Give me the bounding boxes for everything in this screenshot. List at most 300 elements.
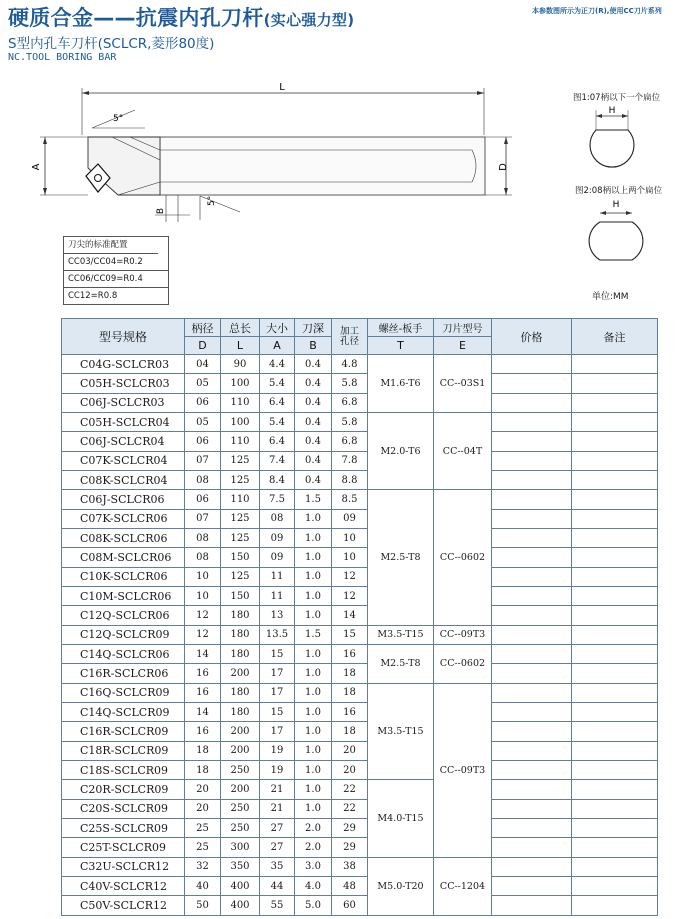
length-cell: 250 (221, 760, 260, 779)
model-cell: C14Q-SCLCR09 (62, 702, 185, 721)
angle-bottom: 5° (207, 195, 217, 206)
price-cell (492, 393, 572, 412)
shank-cell: 08 (185, 528, 221, 547)
depth-cell: 0.4 (295, 432, 332, 451)
table-row (62, 355, 658, 374)
remark-cell (572, 393, 658, 412)
bore-cell: 38 (332, 857, 368, 876)
length-cell: 110 (221, 393, 260, 412)
shank-cell: 25 (185, 818, 221, 837)
size-cell: 27 (260, 818, 295, 837)
length-cell: 110 (221, 490, 260, 509)
remark-cell (572, 625, 658, 644)
bore-cell: 6.8 (332, 393, 368, 412)
price-cell (492, 722, 572, 741)
bore-cell: 8.5 (332, 490, 368, 509)
title-paren: (实心强力型) (263, 11, 355, 29)
header-bore (332, 319, 368, 355)
header-screw-sym: T (368, 337, 434, 355)
price-cell (492, 548, 572, 567)
remark-cell (572, 567, 658, 586)
table-row (62, 664, 658, 683)
header-remark: 备注 (572, 319, 658, 355)
length-cell: 150 (221, 548, 260, 567)
price-cell (492, 374, 572, 393)
depth-cell: 1.5 (295, 490, 332, 509)
shank-cell: 16 (185, 722, 221, 741)
price-cell (492, 876, 572, 895)
size-cell: 21 (260, 799, 295, 818)
title-main: 硬质合金——抗震内孔刀杆 (8, 6, 264, 30)
bore-cell: 22 (332, 780, 368, 799)
remark-cell (572, 838, 658, 857)
nose-radius-row: CC06/CC09=R0.4 (64, 271, 168, 288)
model-cell: C25S-SCLCR09 (62, 818, 185, 837)
shank (160, 137, 485, 195)
shank-cell: 06 (185, 393, 221, 412)
price-cell (492, 644, 572, 663)
model-cell: C20S-SCLCR09 (62, 799, 185, 818)
bore-cell: 22 (332, 799, 368, 818)
length-cell: 100 (221, 374, 260, 393)
angle-top: 5° (113, 114, 124, 124)
table-row (62, 838, 658, 857)
model-cell: C10K-SCLCR06 (62, 567, 185, 586)
fig1-caption: 图1:07柄以下一个扁位 (573, 93, 661, 103)
remark-cell (572, 509, 658, 528)
price-cell (492, 702, 572, 721)
table-row (62, 799, 658, 818)
shank-cell: 40 (185, 876, 221, 895)
nose-radius-row: CC03/CC04=R0.2 (64, 254, 168, 271)
table-row (62, 548, 658, 567)
table-row (62, 644, 658, 663)
fig1-shank-section (590, 130, 634, 167)
header-size-sym: A (260, 337, 295, 355)
table-row (62, 528, 658, 547)
model-cell: C08M-SCLCR06 (62, 548, 185, 567)
model-cell: C07K-SCLCR06 (62, 509, 185, 528)
size-cell: 7.5 (260, 490, 295, 509)
insert-cell: CC--1204 (434, 857, 492, 915)
depth-cell: 1.0 (295, 586, 332, 605)
shank-cell: 08 (185, 470, 221, 489)
label-l: L (279, 82, 285, 93)
remark-cell (572, 528, 658, 547)
size-cell: 8.4 (260, 470, 295, 489)
remark-cell (572, 799, 658, 818)
header-bore-line1: 加工 (339, 325, 359, 337)
remark-cell (572, 857, 658, 876)
shank-cell: 08 (185, 548, 221, 567)
remark-cell (572, 548, 658, 567)
length-cell: 125 (221, 470, 260, 489)
bore-cell: 20 (332, 760, 368, 779)
table-row (62, 586, 658, 605)
model-cell: C08K-SCLCR04 (62, 470, 185, 489)
remark-cell (572, 702, 658, 721)
remark-cell (572, 606, 658, 625)
price-cell (492, 683, 572, 702)
bore-cell: 5.8 (332, 374, 368, 393)
bore-cell: 09 (332, 509, 368, 528)
size-cell: 6.4 (260, 432, 295, 451)
price-cell (492, 664, 572, 683)
size-cell: 21 (260, 780, 295, 799)
length-cell: 400 (221, 896, 260, 915)
model-cell: C05H-SCLCR04 (62, 412, 185, 431)
size-cell: 17 (260, 683, 295, 702)
model-cell: C14Q-SCLCR06 (62, 644, 185, 663)
shank-cell: 07 (185, 451, 221, 470)
price-cell (492, 586, 572, 605)
shank-cell: 20 (185, 799, 221, 818)
size-cell: 44 (260, 876, 295, 895)
size-cell: 7.4 (260, 451, 295, 470)
table-row (62, 876, 658, 895)
header-depth: 刀深 (295, 319, 332, 337)
remark-cell (572, 780, 658, 799)
shank-cell: 05 (185, 374, 221, 393)
bore-cell: 18 (332, 683, 368, 702)
shank-cell: 12 (185, 625, 221, 644)
nose-radius-title: 刀尖的标准配置 (64, 237, 158, 254)
shank-cell: 14 (185, 644, 221, 663)
insert-cell: CC--0602 (434, 644, 492, 683)
header-bore-line2: 孔径 (339, 335, 359, 347)
model-cell: C16Q-SCLCR09 (62, 683, 185, 702)
price-cell (492, 528, 572, 547)
length-cell: 125 (221, 509, 260, 528)
bore-cell: 10 (332, 548, 368, 567)
size-cell: 11 (260, 567, 295, 586)
model-cell: C20R-SCLCR09 (62, 780, 185, 799)
model-cell: C32U-SCLCR12 (62, 857, 185, 876)
size-cell: 35 (260, 857, 295, 876)
remark-cell (572, 818, 658, 837)
depth-cell: 1.0 (295, 741, 332, 760)
table-row (62, 818, 658, 837)
label-d: D (498, 163, 509, 171)
bore-cell: 7.8 (332, 451, 368, 470)
length-cell: 125 (221, 451, 260, 470)
table-row (62, 896, 658, 915)
model-cell: C12Q-SCLCR09 (62, 625, 185, 644)
depth-cell: 0.4 (295, 451, 332, 470)
table-row (62, 625, 658, 644)
table-row (62, 780, 658, 799)
table-row (62, 567, 658, 586)
shank-cell: 16 (185, 664, 221, 683)
model-cell: C16R-SCLCR06 (62, 664, 185, 683)
model-cell: C10M-SCLCR06 (62, 586, 185, 605)
model-cell: C06J-SCLCR06 (62, 490, 185, 509)
depth-cell: 1.0 (295, 548, 332, 567)
model-cell: C16R-SCLCR09 (62, 722, 185, 741)
bore-cell: 18 (332, 664, 368, 683)
size-cell: 09 (260, 548, 295, 567)
depth-cell: 1.0 (295, 509, 332, 528)
depth-cell: 1.0 (295, 799, 332, 818)
price-cell (492, 412, 572, 431)
model-cell: C18R-SCLCR09 (62, 741, 185, 760)
header-shank-sym: D (185, 337, 221, 355)
shank-cell: 07 (185, 509, 221, 528)
depth-cell: 0.4 (295, 393, 332, 412)
shank-cell: 06 (185, 490, 221, 509)
header-insert-sym: E (434, 337, 492, 355)
size-cell: 13 (260, 606, 295, 625)
depth-cell: 1.0 (295, 644, 332, 663)
bore-cell: 14 (332, 606, 368, 625)
depth-cell: 0.4 (295, 470, 332, 489)
depth-cell: 1.0 (295, 664, 332, 683)
shank-cell: 18 (185, 760, 221, 779)
header-length: 总长 (221, 319, 260, 337)
label-a: A (31, 163, 42, 171)
fig2-caption: 图2:08柄以上两个扁位 (575, 186, 663, 196)
bore-cell: 12 (332, 567, 368, 586)
length-cell: 250 (221, 818, 260, 837)
size-cell: 15 (260, 644, 295, 663)
depth-cell: 0.4 (295, 374, 332, 393)
screw-cell: M5.0-T20 (368, 857, 434, 915)
length-cell: 150 (221, 586, 260, 605)
remark-cell (572, 644, 658, 663)
header-shank: 柄径 (185, 319, 221, 337)
price-cell (492, 896, 572, 915)
size-cell: 4.4 (260, 355, 295, 374)
label-h2: H (612, 200, 620, 210)
length-cell: 300 (221, 838, 260, 857)
depth-cell: 1.0 (295, 780, 332, 799)
price-cell (492, 606, 572, 625)
remark-cell (572, 412, 658, 431)
remark-cell (572, 490, 658, 509)
depth-cell: 1.0 (295, 702, 332, 721)
shank-cell: 06 (185, 432, 221, 451)
remark-cell (572, 876, 658, 895)
table-row (62, 490, 658, 509)
price-cell (492, 567, 572, 586)
shank-cell: 12 (185, 606, 221, 625)
price-cell (492, 490, 572, 509)
nose-radius-row: CC12=R0.8 (68, 291, 118, 301)
screw-cell: M3.5-T15 (368, 683, 434, 780)
shank-cell: 25 (185, 838, 221, 857)
header-price: 价格 (492, 319, 572, 355)
shank-cell: 04 (185, 355, 221, 374)
subtitle: S型内孔车刀杆(SCLCR,菱形80度) (8, 36, 215, 52)
length-cell: 90 (221, 355, 260, 374)
length-cell: 400 (221, 876, 260, 895)
size-cell: 27 (260, 838, 295, 857)
header-depth-sym: B (295, 337, 332, 355)
bore-cell: 12 (332, 586, 368, 605)
length-cell: 250 (221, 799, 260, 818)
table-row (62, 760, 658, 779)
length-cell: 180 (221, 702, 260, 721)
model-cell: C25T-SCLCR09 (62, 838, 185, 857)
size-cell: 55 (260, 896, 295, 915)
insert-cell: CC--09T3 (434, 683, 492, 857)
price-cell (492, 355, 572, 374)
price-cell (492, 838, 572, 857)
size-cell: 19 (260, 760, 295, 779)
remark-cell (572, 451, 658, 470)
length-cell: 180 (221, 625, 260, 644)
table-row (62, 432, 658, 451)
insert-cell: CC--0602 (434, 490, 492, 625)
depth-cell: 3.0 (295, 857, 332, 876)
insert-cell: CC--09T3 (434, 625, 492, 644)
table-row (62, 393, 658, 412)
remark-cell (572, 432, 658, 451)
depth-cell: 2.0 (295, 838, 332, 857)
price-cell (492, 760, 572, 779)
screw-cell: M2.5-T8 (368, 644, 434, 683)
depth-cell: 0.4 (295, 355, 332, 374)
label-h1: H (608, 106, 616, 116)
model-cell: C04G-SCLCR03 (62, 355, 185, 374)
length-cell: 350 (221, 857, 260, 876)
remark-cell (572, 355, 658, 374)
spec-table-body (62, 355, 658, 916)
size-cell: 5.4 (260, 374, 295, 393)
length-cell: 200 (221, 722, 260, 741)
bore-cell: 10 (332, 528, 368, 547)
length-cell: 180 (221, 683, 260, 702)
price-cell (492, 432, 572, 451)
header-model: 型号规格 (62, 319, 185, 355)
model-cell: C08K-SCLCR06 (62, 528, 185, 547)
shank-cell: 50 (185, 896, 221, 915)
unit-label: 单位:MM (592, 292, 629, 302)
remark-cell (572, 896, 658, 915)
bore-cell: 16 (332, 644, 368, 663)
fig2-shank-section (589, 222, 643, 260)
price-cell (492, 857, 572, 876)
length-cell: 180 (221, 606, 260, 625)
depth-cell: 1.0 (295, 528, 332, 547)
shank-cell: 10 (185, 567, 221, 586)
bore-cell: 48 (332, 876, 368, 895)
bore-cell: 5.8 (332, 412, 368, 431)
table-row (62, 470, 658, 489)
length-cell: 110 (221, 432, 260, 451)
bore-cell: 6.8 (332, 432, 368, 451)
table-row (62, 722, 658, 741)
size-cell: 17 (260, 664, 295, 683)
shank-cell: 16 (185, 683, 221, 702)
size-cell: 19 (260, 741, 295, 760)
table-row (62, 374, 658, 393)
bore-cell: 18 (332, 722, 368, 741)
price-cell (492, 741, 572, 760)
model-cell: C12Q-SCLCR06 (62, 606, 185, 625)
length-cell: 180 (221, 644, 260, 663)
size-cell: 5.4 (260, 412, 295, 431)
depth-cell: 1.5 (295, 625, 332, 644)
price-cell (492, 451, 572, 470)
model-cell: C18S-SCLCR09 (62, 760, 185, 779)
bore-cell: 4.8 (332, 355, 368, 374)
price-cell (492, 470, 572, 489)
length-cell: 200 (221, 780, 260, 799)
shank-cell: 05 (185, 412, 221, 431)
table-row (62, 606, 658, 625)
size-cell: 6.4 (260, 393, 295, 412)
model-cell: C50V-SCLCR12 (62, 896, 185, 915)
size-cell: 13.5 (260, 625, 295, 644)
depth-cell: 0.4 (295, 412, 332, 431)
shank-cell: 14 (185, 702, 221, 721)
shank-cell: 18 (185, 741, 221, 760)
depth-cell: 1.0 (295, 567, 332, 586)
price-cell (492, 799, 572, 818)
depth-cell: 1.0 (295, 722, 332, 741)
header-length-sym: L (221, 337, 260, 355)
depth-cell: 1.0 (295, 760, 332, 779)
spec-table (61, 318, 658, 916)
table-row (62, 451, 658, 470)
length-cell: 125 (221, 567, 260, 586)
remark-cell (572, 683, 658, 702)
screw-cell: M4.0-T15 (368, 780, 434, 857)
header-screw: 螺丝-板手 (368, 319, 434, 337)
header-insert: 刀片型号 (434, 319, 492, 337)
bore-cell: 29 (332, 838, 368, 857)
table-row (62, 857, 658, 876)
depth-cell: 1.0 (295, 683, 332, 702)
table-row (62, 683, 658, 702)
bore-cell: 15 (332, 625, 368, 644)
remark-cell (572, 741, 658, 760)
remark-cell (572, 470, 658, 489)
subtitle-en: NC.TOOL BORING BAR (8, 52, 117, 63)
shank-cell: 20 (185, 780, 221, 799)
depth-cell: 4.0 (295, 876, 332, 895)
price-cell (492, 625, 572, 644)
nose-radius-config (63, 236, 169, 305)
bore-cell: 29 (332, 818, 368, 837)
size-cell: 15 (260, 702, 295, 721)
bore-cell: 20 (332, 741, 368, 760)
table-row (62, 702, 658, 721)
size-cell: 11 (260, 586, 295, 605)
table-row (62, 741, 658, 760)
bore-cell: 16 (332, 702, 368, 721)
remark-cell (572, 586, 658, 605)
screw-cell: M2.0-T6 (368, 412, 434, 489)
table-row (62, 412, 658, 431)
price-cell (492, 818, 572, 837)
header-size: 大小 (260, 319, 295, 337)
model-cell: C06J-SCLCR04 (62, 432, 185, 451)
screw-cell: M1.6-T6 (368, 355, 434, 413)
remark-cell (572, 374, 658, 393)
size-cell: 09 (260, 528, 295, 547)
remark-cell (572, 664, 658, 683)
length-cell: 125 (221, 528, 260, 547)
screw-cell: M3.5-T15 (368, 625, 434, 644)
remark-cell (572, 760, 658, 779)
length-cell: 200 (221, 741, 260, 760)
model-cell: C05H-SCLCR03 (62, 374, 185, 393)
size-cell: 17 (260, 722, 295, 741)
insert-cell: CC--04T (434, 412, 492, 489)
table-row (62, 509, 658, 528)
